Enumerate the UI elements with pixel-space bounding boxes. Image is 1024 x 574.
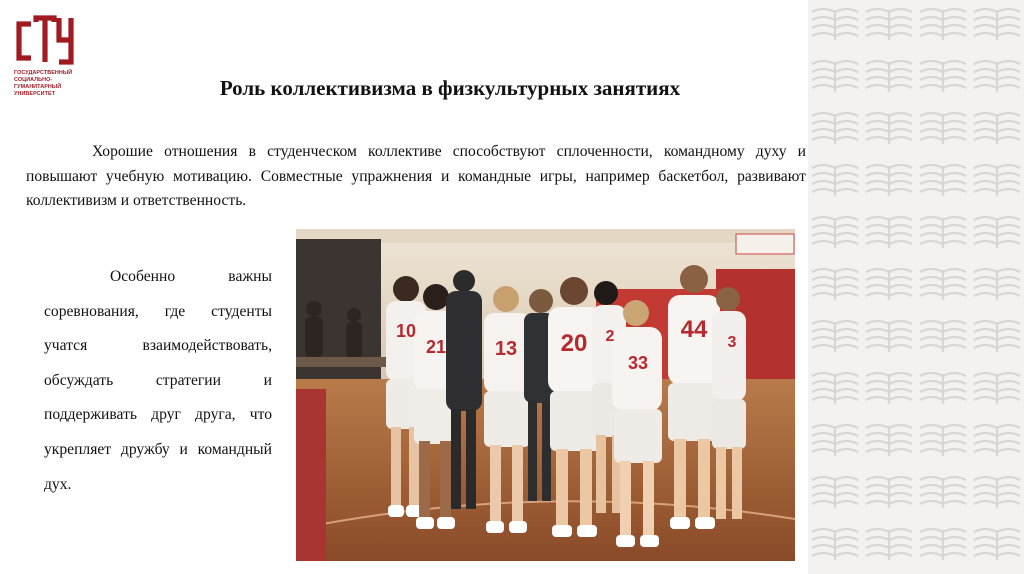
- slide-title: Роль коллективизма в физкультурных занятиях: [219, 76, 681, 100]
- decorative-book-pattern: [808, 0, 1024, 574]
- jersey-number: 44: [680, 316, 708, 343]
- jersey-number: 21: [425, 337, 447, 357]
- jersey-number: 3: [727, 334, 737, 351]
- university-name: ГОСУДАРСТВЕННЫЙ СОЦИАЛЬНО- ГУМАНИТАРНЫЙ УНИВЕРСИТЕТ: [14, 70, 73, 97]
- intro-paragraph: Хорошие отношения в студенческом коллективе способствуют сплоченности, командному духу и повышают учебную мотивацию. Совместные упражнения и командные игры, например баскетбол, развивают коллективизм и ответственность.: [26, 143, 806, 209]
- sgu-logo-icon: [14, 14, 76, 66]
- jersey-number: 20: [560, 330, 588, 357]
- jersey-number: 33: [627, 353, 649, 373]
- jersey-number: 13: [494, 338, 518, 360]
- jersey-number: 10: [395, 321, 417, 341]
- jersey-number: 2: [605, 328, 615, 345]
- basketball-team-photo: [296, 229, 795, 561]
- team-huddle-illustration: [296, 229, 795, 561]
- side-paragraph: Особенно важны соревнования, где студенты учатся взаимодействовать, обсуждать стратегии и поддерживать друг друга, что укрепляет дружбу и командный дух.: [44, 268, 272, 493]
